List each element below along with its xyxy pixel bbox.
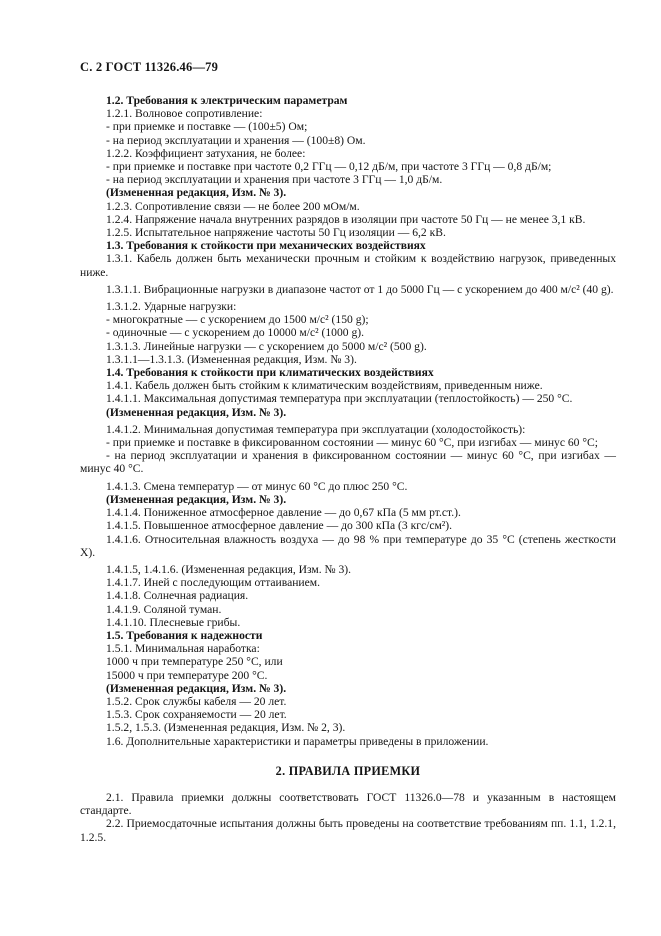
paragraph: - при приемке и поставке — (100±5) Ом;: [106, 120, 308, 134]
paragraph: (Измененная редакция, Изм. № 3).: [106, 681, 287, 695]
document-body: [80, 94, 616, 844]
paragraph: - на период эксплуатации и хранения в фиксированном состоянии — минус 60 °С, при изгибах — минус 40 °С.: [80, 449, 616, 476]
paragraph: (Измененная редакция, Изм. № 3).: [106, 405, 287, 419]
paragraph: 1.2.3. Сопротивление связи — не более 200 мОм/м.: [106, 199, 360, 213]
paragraph: 1.4.1.8. Солнечная радиация.: [106, 589, 249, 603]
paragraph: 1.5.2, 1.5.3. (Измененная редакция, Изм. № 2, 3).: [106, 721, 346, 735]
section-2-heading: 2. ПРАВИЛА ПРИЕМКИ: [275, 763, 421, 778]
paragraph: (Измененная редакция, Изм. № 3).: [106, 492, 287, 506]
paragraph: 1.4.1.6. Относительная влажность воздуха — до 98 % при температуре до 35 °С (степень жесткости Х).: [80, 532, 616, 559]
paragraph: 1.4.1.2. Минимальная допустимая температура при эксплуатации (холодостойкость):: [106, 422, 526, 436]
paragraph: 1.3.1.2. Ударные нагрузки:: [106, 300, 237, 314]
paragraph: 1.3.1.1—1.3.1.3. (Измененная редакция, Изм. № 3).: [106, 352, 357, 366]
paragraph: 1.4.1. Кабель должен быть стойким к климатическим воздействиям, приведенным ниже.: [106, 379, 543, 393]
paragraph: 1.4.1.3. Смена температур — от минус 60 °С до плюс 250 °С.: [106, 479, 408, 493]
paragraph: 1.3.1.3. Линейные нагрузки — с ускорением до 5000 м/с² (500 g).: [106, 339, 427, 353]
paragraph: 1.3.1.1. Вибрационные нагрузки в диапазоне частот от 1 до 5000 Гц — с ускорением до 400 м/с² (40 g).: [106, 282, 614, 296]
paragraph: 1.5.2. Срок службы кабеля — 20 лет.: [106, 694, 287, 708]
paragraph: 1.5.3. Срок сохраняемости — 20 лет.: [106, 708, 287, 722]
section-1-body: [80, 94, 616, 748]
paragraph: 1.3. Требования к стойкости при механических воздействиях: [106, 239, 426, 253]
paragraph: 1.2.5. Испытательное напряжение частоты 50 Гц изоляции — 6,2 кВ.: [106, 226, 446, 240]
paragraph: 1.3.1. Кабель должен быть механически прочным и стойким к воздействию нагрузок, приведенных ниже.: [80, 252, 616, 279]
page-header: С. 2 ГОСТ 11326.46—79: [80, 60, 219, 74]
section-2-body: [80, 791, 616, 844]
paragraph: - на период эксплуатации и хранения — (100±8) Ом.: [106, 133, 366, 147]
paragraph: - при приемке и поставке в фиксированном состоянии — минус 60 °С, при изгибах — минус 60 °С;: [106, 436, 598, 450]
paragraph: 1.5.1. Минимальная наработка:: [106, 642, 260, 656]
paragraph: (Измененная редакция, Изм. № 3).: [106, 186, 287, 200]
paragraph: - при приемке и поставке при частоте 0,2 ГГц — 0,12 дБ/м, при частоте 3 ГГц — 0,8 дБ/м;: [106, 160, 552, 174]
paragraph: 1000 ч при температуре 250 °С, или: [106, 655, 283, 669]
paragraph: 1.2. Требования к электрическим параметрам: [106, 94, 348, 107]
paragraph: - на период эксплуатации и хранения при частоте 3 ГГц — 1,0 дБ/м.: [106, 173, 443, 187]
paragraph: - многократные — с ускорением до 1500 м/с² (150 g);: [106, 313, 369, 327]
paragraph: 1.4.1.9. Соляной туман.: [106, 602, 222, 616]
paragraph: 1.2.2. Коэффициент затухания, не более:: [106, 146, 306, 160]
paragraph: - одиночные — с ускорением до 10000 м/с² (1000 g).: [106, 326, 365, 340]
paragraph: 1.4.1.1. Максимальная допустимая температура при эксплуатации (теплостойкость) — 250 °С.: [106, 392, 573, 406]
paragraph: 1.5. Требования к надежности: [106, 628, 263, 642]
paragraph: 1.2.1. Волновое сопротивление:: [106, 107, 263, 121]
paragraph: 1.4.1.4. Пониженное атмосферное давление — до 0,67 кПа (5 мм рт.ст.).: [106, 506, 461, 520]
paragraph: 1.2.4. Напряжение начала внутренних разрядов в изоляции при частоте 50 Гц — не менее 3,1 кВ.: [106, 212, 586, 226]
paragraph: 1.4.1.5. Повышенное атмосферное давление — до 300 кПа (3 кгс/см²).: [106, 519, 453, 533]
paragraph: 2.2. Приемосдаточные испытания должны быть проведены на соответствие требованиям пп. 1.1, 1.2.1, 1.2.5.: [80, 817, 616, 844]
paragraph: 1.6. Дополнительные характеристики и параметры приведены в приложении.: [106, 734, 489, 748]
paragraph: 2.1. Правила приемки должны соответствовать ГОСТ 11326.0—78 и указанным в настоящем стандарте.: [80, 790, 616, 818]
paragraph: 1.4.1.5, 1.4.1.6. (Измененная редакция, Изм. № 3).: [106, 562, 352, 576]
paragraph: 1.4.1.10. Плесневые грибы.: [106, 615, 241, 629]
paragraph: 1.4.1.7. Иней с последующим оттаиванием.: [106, 576, 321, 590]
paragraph: 15000 ч при температуре 200 °С.: [106, 668, 268, 682]
paragraph: 1.4. Требования к стойкости при климатических воздействиях: [106, 366, 434, 380]
